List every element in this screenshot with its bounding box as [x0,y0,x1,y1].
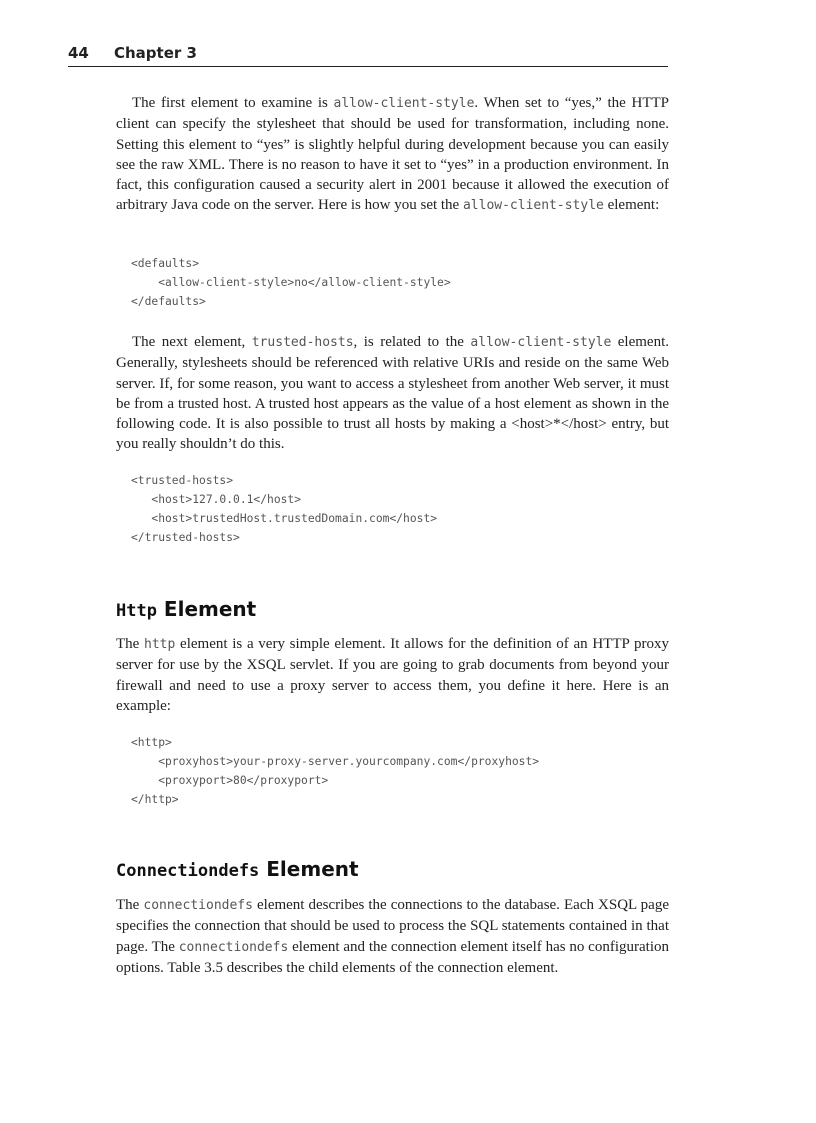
paragraph-connectiondefs: The connectiondefs element describes the connections to the database. Each XSQL page specifies the connection that should be used to process the SQL statements contained in that page. The connectiondefs element and the connection element itself has no configuration options. Table 3.5 describes the child elements of the connection element. [116,897,669,976]
page-number: 44 [68,44,89,62]
section-heading-connectiondefs: Connectiondefs Element [116,857,359,881]
code-block-trusted-hosts: <trusted-hosts> <host>127.0.0.1</host> <host>trustedHost.trustedDomain.com</host> </trusted-hosts> [131,474,438,544]
section-heading-http: Http Element [116,597,257,621]
paragraph-http: The http element is a very simple element. It allows for the definition of an HTTP proxy server for use by the XSQL servlet. If you are going to grab documents from beyond your firewall and need to use a proxy server to access them, you define it here. Here is an example: [116,636,669,714]
code-block-http: <http> <proxyhost>your-proxy-server.yourcompany.com</proxyhost> <proxyport>80</proxyport> </http> [131,736,540,806]
paragraph-allow-client-style: The first element to examine is allow-client-style. When set to “yes,” the HTTP client can specify the stylesheet that should be used for transformation, including none. Setting this element to “yes” is slightly helpful during development because you can easily see the raw XML. There is no reason to have it set to “yes” in a production environment. In fact, this configuration caused a security alert in 2001 because it allowed the execution of arbitrary Java code on the server. Here is how you set the allow-client-style element: [116,95,669,214]
inline-code: connectiondefs [178,939,289,955]
inline-code: allow-client-style [333,96,475,111]
inline-code: connectiondefs [143,898,253,913]
inline-code: allow-client-style [462,198,604,214]
paragraph-trusted-hosts: The next element, trusted-hosts, is related to the allow-client-style element. Generally, stylesheets should be referenced with relative URIs and reside on the same Web server. If, for some reason, you want to access a stylesheet from another Web server, it must be from a trusted host. A trusted host appears as the value of a host element as shown in the following code. It is also possible to trust all hosts by making a <host>*</host> entry, but you really shouldn’t do this. [116,334,670,453]
inline-code: allow-client-style [470,335,612,350]
code-block-defaults: <defaults> <allow-client-style>no</allow-client-style> </defaults> [131,257,451,308]
inline-code: http [144,637,176,652]
inline-code: trusted-hosts [251,335,354,350]
chapter-title: Chapter 3 [114,44,197,62]
running-header [68,42,668,67]
